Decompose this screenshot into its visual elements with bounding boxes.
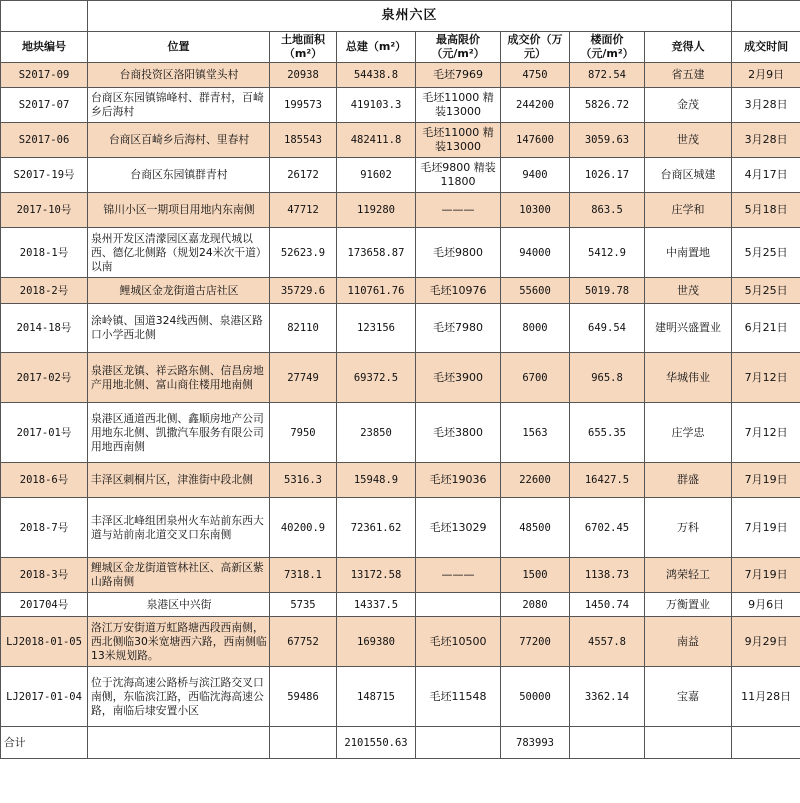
cell-deal-price: 77200	[501, 617, 570, 667]
cell-total-gfa: 91602	[337, 158, 416, 193]
total-label: 合计	[1, 727, 88, 759]
cell-price-limit: 毛坯10976	[416, 278, 501, 304]
cell-winner: 南益	[645, 617, 732, 667]
header-cell: 成交价（万元）	[501, 32, 570, 63]
cell-date: 7月19日	[732, 498, 800, 558]
cell-floor-price: 16427.5	[570, 463, 645, 498]
cell-id: 201704号	[1, 593, 88, 617]
cell-deal-price: 1563	[501, 403, 570, 463]
cell-price-limit: 毛坯3900	[416, 353, 501, 403]
cell-total-gfa: 110761.76	[337, 278, 416, 304]
header-cell: 最高限价（元/m²）	[416, 32, 501, 63]
cell-floor-price: 1138.73	[570, 558, 645, 593]
cell-date: 7月19日	[732, 558, 800, 593]
cell-floor-price: 5826.72	[570, 88, 645, 123]
cell-floor-price: 965.8	[570, 353, 645, 403]
cell-total-gfa: 23850	[337, 403, 416, 463]
cell-floor-price: 3059.63	[570, 123, 645, 158]
cell-total-gfa: 173658.87	[337, 228, 416, 278]
header-cell: 成交时间	[732, 32, 800, 63]
cell-location: 泉港区通道西北侧、鑫顺房地产公司用地东北侧、凯撒汽车服务有限公司用地西南侧	[88, 403, 270, 463]
blank-cell	[88, 727, 270, 759]
cell-land-area: 199573	[270, 88, 337, 123]
cell-id: S2017-09	[1, 63, 88, 88]
cell-winner: 庄学忠	[645, 403, 732, 463]
header-cell: 总建（m²）	[337, 32, 416, 63]
table-row	[1, 498, 800, 558]
cell-id: 2017-01号	[1, 403, 88, 463]
cell-land-area: 7950	[270, 403, 337, 463]
blank-cell	[270, 727, 337, 759]
blank-cell	[570, 727, 645, 759]
cell-id: S2017-06	[1, 123, 88, 158]
cell-total-gfa: 13172.58	[337, 558, 416, 593]
cell-price-limit: 毛坯9800	[416, 228, 501, 278]
header-cell: 地块编号	[1, 32, 88, 63]
table-row	[1, 158, 800, 193]
table-row	[1, 193, 800, 228]
cell-land-area: 5735	[270, 593, 337, 617]
table-row	[1, 88, 800, 123]
cell-total-gfa: 148715	[337, 667, 416, 727]
cell-date: 3月28日	[732, 123, 800, 158]
cell-total-gfa: 419103.3	[337, 88, 416, 123]
cell-deal-price: 94000	[501, 228, 570, 278]
cell-price-limit	[416, 593, 501, 617]
cell-winner: 万衡置业	[645, 593, 732, 617]
table-row	[1, 617, 800, 667]
cell-location: 泉港区中兴街	[88, 593, 270, 617]
cell-land-area: 26172	[270, 158, 337, 193]
cell-winner: 华城伟业	[645, 353, 732, 403]
cell-id: 2018-7号	[1, 498, 88, 558]
cell-floor-price: 872.54	[570, 63, 645, 88]
table-row	[1, 278, 800, 304]
cell-date: 11月28日	[732, 667, 800, 727]
table-row	[1, 228, 800, 278]
cell-price-limit: 毛坯19036	[416, 463, 501, 498]
header-cell: 土地面积（m²）	[270, 32, 337, 63]
cell-winner: 世茂	[645, 278, 732, 304]
cell-location: 鲤城区金龙街道古店社区	[88, 278, 270, 304]
cell-date: 6月21日	[732, 304, 800, 353]
table-row	[1, 63, 800, 88]
cell-deal-price: 6700	[501, 353, 570, 403]
cell-deal-price: 8000	[501, 304, 570, 353]
table-title: 泉州六区	[88, 1, 732, 32]
cell-total-gfa: 54438.8	[337, 63, 416, 88]
cell-deal-price: 10300	[501, 193, 570, 228]
cell-land-area: 52623.9	[270, 228, 337, 278]
table-row	[1, 123, 800, 158]
cell-winner: 省五建	[645, 63, 732, 88]
cell-deal-price: 4750	[501, 63, 570, 88]
cell-total-gfa: 482411.8	[337, 123, 416, 158]
cell-price-limit: ———	[416, 193, 501, 228]
cell-floor-price: 4557.8	[570, 617, 645, 667]
header-cell: 位置	[88, 32, 270, 63]
cell-location: 丰泽区刺桐片区，津淮街中段北侧	[88, 463, 270, 498]
header-cell: 竞得人	[645, 32, 732, 63]
cell-deal-price: 147600	[501, 123, 570, 158]
cell-price-limit: 毛坯11548	[416, 667, 501, 727]
table-row	[1, 593, 800, 617]
cell-total-gfa: 72361.62	[337, 498, 416, 558]
cell-winner: 建明兴盛置业	[645, 304, 732, 353]
total-row	[1, 727, 800, 759]
cell-location: 涂岭镇、国道324线西侧、泉港区路口小学西北侧	[88, 304, 270, 353]
cell-price-limit: 毛坯7980	[416, 304, 501, 353]
cell-date: 3月28日	[732, 88, 800, 123]
cell-price-limit: ———	[416, 558, 501, 593]
cell-location: 泉州开发区清濛园区嘉龙现代城以西、德亿北侧路（规划24米次干道）以南	[88, 228, 270, 278]
cell-id: 2014-18号	[1, 304, 88, 353]
cell-land-area: 59486	[270, 667, 337, 727]
cell-floor-price: 649.54	[570, 304, 645, 353]
cell-location: 锦川小区一期项目用地内东南侧	[88, 193, 270, 228]
title-spacer	[732, 1, 800, 32]
cell-land-area: 20938	[270, 63, 337, 88]
title-row	[1, 1, 800, 32]
cell-price-limit: 毛坯10500	[416, 617, 501, 667]
cell-deal-price: 48500	[501, 498, 570, 558]
cell-date: 2月9日	[732, 63, 800, 88]
cell-date: 9月29日	[732, 617, 800, 667]
cell-total-gfa: 123156	[337, 304, 416, 353]
cell-total-gfa: 14337.5	[337, 593, 416, 617]
cell-winner: 中南置地	[645, 228, 732, 278]
cell-date: 7月12日	[732, 353, 800, 403]
cell-date: 4月17日	[732, 158, 800, 193]
cell-total-gfa: 119280	[337, 193, 416, 228]
cell-winner: 台商区城建	[645, 158, 732, 193]
table-row	[1, 403, 800, 463]
cell-price-limit: 毛坯11000 精装13000	[416, 123, 501, 158]
cell-location: 台商投资区洛阳镇堂头村	[88, 63, 270, 88]
cell-winner: 群盛	[645, 463, 732, 498]
cell-land-area: 27749	[270, 353, 337, 403]
cell-date: 5月25日	[732, 278, 800, 304]
cell-location: 台商区百崎乡后海村、里春村	[88, 123, 270, 158]
cell-deal-price: 244200	[501, 88, 570, 123]
cell-date: 5月25日	[732, 228, 800, 278]
cell-total-gfa: 15948.9	[337, 463, 416, 498]
cell-floor-price: 655.35	[570, 403, 645, 463]
table-row	[1, 558, 800, 593]
cell-winner: 鸿荣轻工	[645, 558, 732, 593]
cell-location: 鲤城区金龙街道管林社区、高新区紫山路南侧	[88, 558, 270, 593]
cell-deal-price: 2080	[501, 593, 570, 617]
cell-winner: 宝嘉	[645, 667, 732, 727]
cell-date: 5月18日	[732, 193, 800, 228]
cell-id: 2017-02号	[1, 353, 88, 403]
cell-location: 泉港区龙镇、祥云路东侧、信昌房地产用地北侧、富山商住楼用地南侧	[88, 353, 270, 403]
blank-cell	[416, 727, 501, 759]
cell-price-limit: 毛坯9800 精装11800	[416, 158, 501, 193]
cell-id: LJ2018-01-05	[1, 617, 88, 667]
cell-winner: 金茂	[645, 88, 732, 123]
cell-land-area: 67752	[270, 617, 337, 667]
cell-floor-price: 6702.45	[570, 498, 645, 558]
cell-location: 位于沈海高速公路桥与滨江路交叉口南侧，东临滨江路，西临沈海高速公路，南临后埭安置小区	[88, 667, 270, 727]
cell-date: 7月12日	[732, 403, 800, 463]
cell-price-limit: 毛坯13029	[416, 498, 501, 558]
cell-land-area: 35729.6	[270, 278, 337, 304]
cell-floor-price: 1026.17	[570, 158, 645, 193]
total-price: 783993	[501, 727, 570, 759]
cell-floor-price: 1450.74	[570, 593, 645, 617]
cell-id: LJ2017-01-04	[1, 667, 88, 727]
blank-cell	[645, 727, 732, 759]
cell-location: 台商区东园镇锦峰村、群青村，百崎乡后海村	[88, 88, 270, 123]
cell-location: 台商区东园镇群青村	[88, 158, 270, 193]
cell-land-area: 40200.9	[270, 498, 337, 558]
cell-date: 9月6日	[732, 593, 800, 617]
cell-total-gfa: 169380	[337, 617, 416, 667]
table-row	[1, 353, 800, 403]
cell-price-limit: 毛坯11000 精装13000	[416, 88, 501, 123]
blank-cell	[732, 727, 800, 759]
cell-land-area: 185543	[270, 123, 337, 158]
cell-price-limit: 毛坯3800	[416, 403, 501, 463]
header-cell: 楼面价（元/m²）	[570, 32, 645, 63]
cell-date: 7月19日	[732, 463, 800, 498]
cell-floor-price: 3362.14	[570, 667, 645, 727]
table-row	[1, 667, 800, 727]
cell-land-area: 5316.3	[270, 463, 337, 498]
cell-location: 丰泽区北峰组团泉州火车站前东西大道与站前南北道交叉口东南侧	[88, 498, 270, 558]
cell-floor-price: 5019.78	[570, 278, 645, 304]
title-spacer	[1, 1, 88, 32]
cell-id: 2018-1号	[1, 228, 88, 278]
cell-deal-price: 9400	[501, 158, 570, 193]
cell-id: 2018-6号	[1, 463, 88, 498]
header-row	[1, 32, 800, 63]
cell-id: S2017-07	[1, 88, 88, 123]
cell-floor-price: 863.5	[570, 193, 645, 228]
cell-winner: 庄学和	[645, 193, 732, 228]
cell-id: S2017-19号	[1, 158, 88, 193]
cell-id: 2017-10号	[1, 193, 88, 228]
table-row	[1, 463, 800, 498]
cell-deal-price: 50000	[501, 667, 570, 727]
cell-deal-price: 22600	[501, 463, 570, 498]
total-gfa: 2101550.63	[337, 727, 416, 759]
cell-winner: 世茂	[645, 123, 732, 158]
cell-deal-price: 55600	[501, 278, 570, 304]
cell-land-area: 82110	[270, 304, 337, 353]
cell-land-area: 47712	[270, 193, 337, 228]
table-row	[1, 304, 800, 353]
cell-total-gfa: 69372.5	[337, 353, 416, 403]
cell-winner: 万科	[645, 498, 732, 558]
cell-land-area: 7318.1	[270, 558, 337, 593]
cell-id: 2018-3号	[1, 558, 88, 593]
cell-floor-price: 5412.9	[570, 228, 645, 278]
cell-deal-price: 1500	[501, 558, 570, 593]
cell-id: 2018-2号	[1, 278, 88, 304]
cell-location: 洛江万安街道万虹路塘西段西南侧，西北侧临30米宽塘西六路，西南侧临13米规划路。	[88, 617, 270, 667]
cell-price-limit: 毛坯7969	[416, 63, 501, 88]
